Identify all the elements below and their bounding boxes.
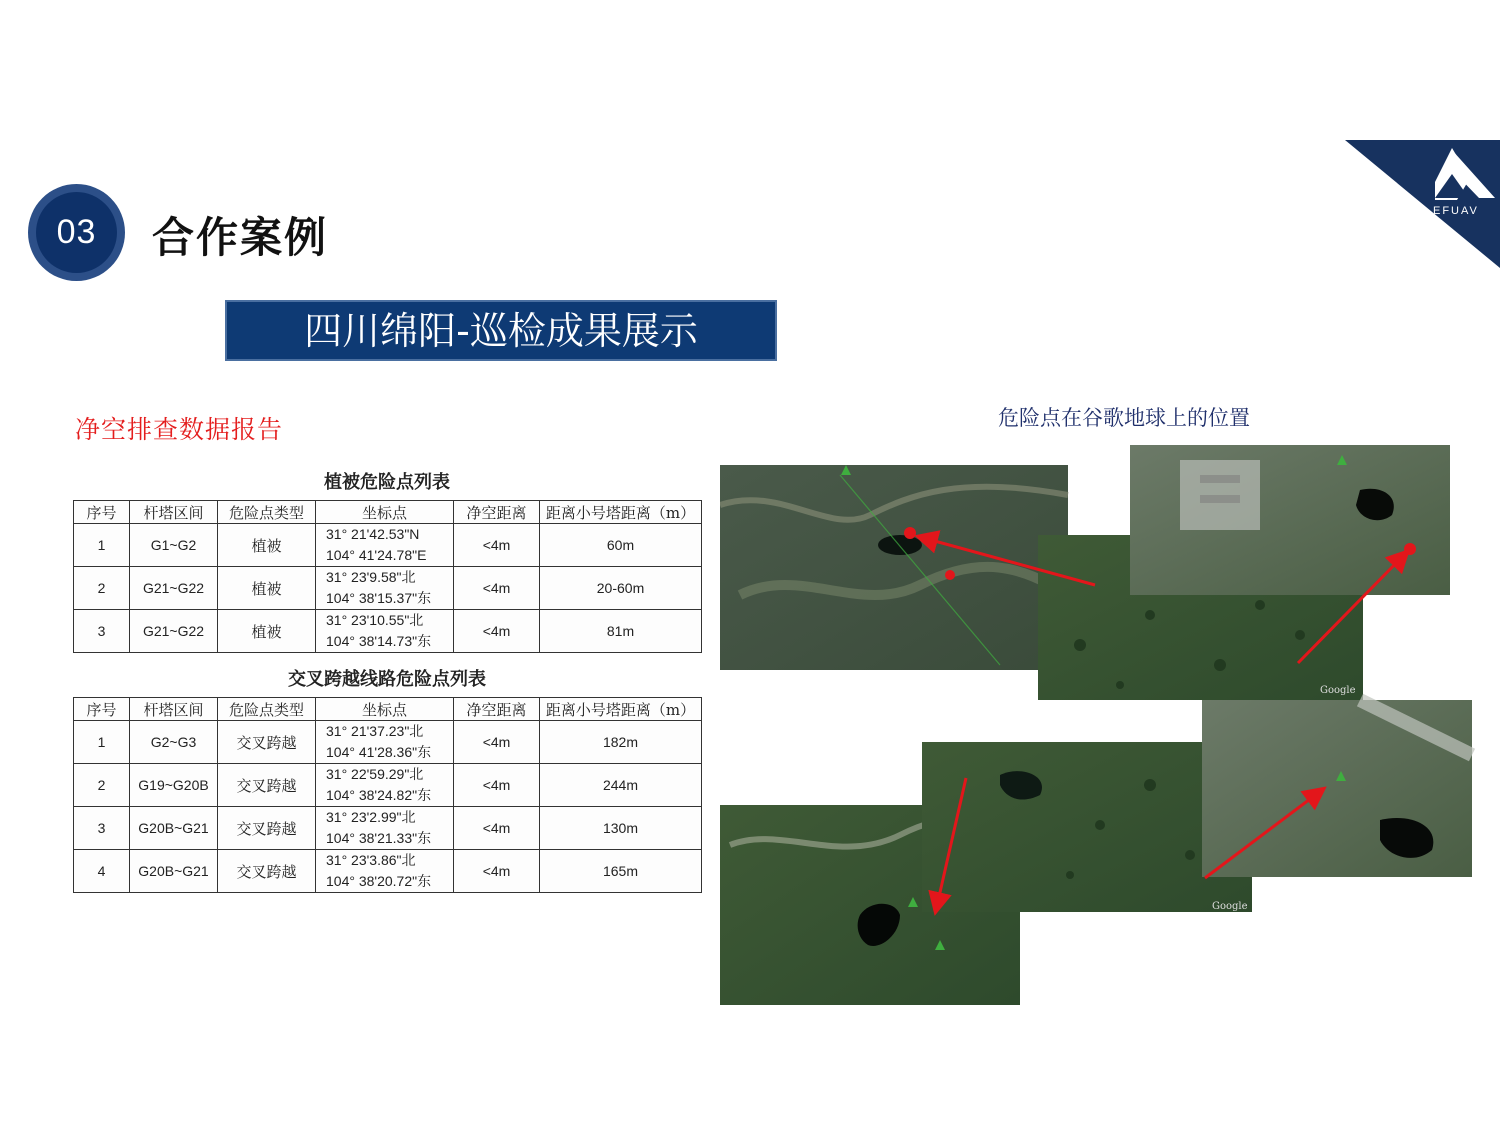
efuav-logo [1345,140,1500,268]
hazard-type: 植被 [218,524,316,567]
tower-span: G20B~G21 [130,807,218,850]
table-row [74,567,702,610]
clearance: <4m [454,610,540,653]
distance-to-tower: 81m [540,610,702,653]
maps-title: 危险点在谷歌地球上的位置 [998,406,1250,430]
coordinates [316,721,454,764]
column-header: 危险点类型 [218,698,316,721]
row-number: 1 [74,524,130,567]
column-header: 杆塔区间 [130,698,218,721]
hazard-type: 交叉跨越 [218,807,316,850]
crossing-table-title: 交叉跨越线路危险点列表 [288,669,486,690]
latitude: 31° 21'42.53"N [326,526,420,542]
hazard-type: 交叉跨越 [218,850,316,893]
latitude: 31° 23'2.99"北 [326,809,416,825]
section-title: 合作案例 [152,213,329,262]
map-panel-1 [720,465,1068,670]
coordinates [316,610,454,653]
longitude: 104° 38'14.73"东 [326,633,432,649]
clearance: <4m [454,807,540,850]
tower-span: G20B~G21 [130,850,218,893]
column-header: 净空距离 [454,501,540,524]
hazard-type: 植被 [218,567,316,610]
table-row [74,524,702,567]
clearance: <4m [454,764,540,807]
coordinates [316,524,454,567]
map-watermark: Google [1320,685,1356,696]
coordinates [316,764,454,807]
table-row [74,807,702,850]
column-header: 距离小号塔距离（m） [540,698,702,721]
map-panel-3 [1130,445,1450,595]
coordinates [316,567,454,610]
distance-to-tower: 182m [540,721,702,764]
hazard-type: 植被 [218,610,316,653]
crossing-risk-table [73,697,702,893]
section-number-badge [28,184,125,281]
row-number: 2 [74,567,130,610]
column-header: 杆塔区间 [130,501,218,524]
latitude: 31° 23'10.55"北 [326,612,424,628]
tower-span: G21~G22 [130,610,218,653]
row-number: 3 [74,807,130,850]
distance-to-tower: 244m [540,764,702,807]
table-row [74,764,702,807]
row-number: 3 [74,610,130,653]
tower-span: G19~G20B [130,764,218,807]
distance-to-tower: 20-60m [540,567,702,610]
longitude: 104° 38'24.82"东 [326,787,432,803]
logo-text: EFUAV [1433,205,1479,217]
tower-span: G21~G22 [130,567,218,610]
clearance: <4m [454,524,540,567]
longitude: 104° 41'28.36"东 [326,744,432,760]
coordinates [316,850,454,893]
column-header: 序号 [74,698,130,721]
longitude: 104° 41'24.78"E [326,547,427,563]
longitude: 104° 38'20.72"东 [326,873,432,889]
latitude: 31° 22'59.29"北 [326,766,424,782]
latitude: 31° 21'37.23"北 [326,723,424,739]
clearance: <4m [454,721,540,764]
column-header: 序号 [74,501,130,524]
latitude: 31° 23'3.86"北 [326,852,416,868]
longitude: 104° 38'21.33"东 [326,830,432,846]
hazard-type: 交叉跨越 [218,764,316,807]
column-header: 距离小号塔距离（m） [540,501,702,524]
row-number: 2 [74,764,130,807]
hazard-type: 交叉跨越 [218,721,316,764]
coordinates [316,807,454,850]
column-header: 净空距离 [454,698,540,721]
clearance: <4m [454,567,540,610]
column-header: 危险点类型 [218,501,316,524]
table-row [74,721,702,764]
table-row [74,610,702,653]
report-title: 净空排查数据报告 [75,415,284,444]
table-header-row [74,698,702,721]
tower-span: G1~G2 [130,524,218,567]
table-row [74,850,702,893]
clearance: <4m [454,850,540,893]
row-number: 4 [74,850,130,893]
page-banner: 四川绵阳-巡检成果展示 [225,300,777,361]
distance-to-tower: 60m [540,524,702,567]
vegetation-risk-table [73,500,702,653]
tower-span: G2~G3 [130,721,218,764]
latitude: 31° 23'9.58"北 [326,569,416,585]
column-header: 坐标点 [316,698,454,721]
row-number: 1 [74,721,130,764]
distance-to-tower: 130m [540,807,702,850]
satellite-map-collage [720,445,1480,1010]
longitude: 104° 38'15.37"东 [326,590,432,606]
section-number: 03 [36,192,117,273]
distance-to-tower: 165m [540,850,702,893]
table-header-row [74,501,702,524]
map-watermark: Google [1212,901,1248,912]
vegetation-table-title: 植被危险点列表 [324,472,450,493]
column-header: 坐标点 [316,501,454,524]
